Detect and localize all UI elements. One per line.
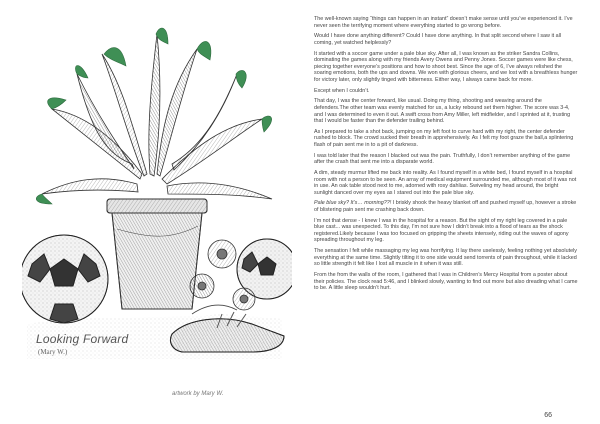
- story-paragraph: I was told later that the reason I blacked out was the pain. Truthfully, I don’t remember anything of the game after the crash that sent me into a disparate world.: [314, 152, 571, 166]
- story-paragraph: A dim, steady murmur lifted me back into reality. As I found myself in a white bed, I found myself in a hospital room with not a person to be seen. An array of medical equipment surrounded me, although most of it was not in use. An oak table stood next to me, adorned with rosy dahlias. Swiveling my head around, the bright sunlight danced over my eyes as I stared out into the pale blue sky.: [314, 169, 577, 196]
- story-paragraph: That day, I was the center forward, like usual. Doing my thing, shooting and weaving around the defenders.The other team was evenly matched for us, a lucky rebound set them higher. The score was 3-4, and I was determined to even it out. A swift cross from Amy Miller, left midfielder, and I sprinted at it, trusting that I would be faster than the defender trailing behind.: [314, 98, 571, 125]
- story-paragraph: It started with a soccer game under a pale blue sky. After all, I was known as the striker Sandra Collins, dominating the games along with my friends Avery Owens and Penny Jones. Soccer games were like chess, piecing together everyone’s positions and how to shoot best. Since the age of 6, I’ve always relished the soaring emotions, both the ups and downs. We won with glorious cheers, and we lost with a breathless hunger for victory later, only slightly tinged with bitterness. Either way, I always came back for more.: [314, 50, 578, 83]
- story-paragraph-italic-lead: Pale blue sky? It’s… morning??! I briskly shook the heavy blanket off and pushed myself up, however a stroke of blistering pain sent me crashing back down.: [314, 200, 577, 213]
- italic-lead-text: Pale blue sky? It’s… morning??!: [314, 200, 392, 207]
- story-paragraph: From the from the walls of the room, I gathered that I was in Children’s Mercy Hospital from a poster about their policies. The clock read 5:46, and I blinked slowly, wanting to find out more but also dreading what I came to be. A little sleep wouldn’t hurt.: [314, 272, 578, 292]
- artwork-illustration: [22, 14, 292, 374]
- story-paragraph: The well-known saying “things can happen in an instant” doesn’t make sense until you’ve experienced it. I’ve never seen the terrifying moment where everything started to go wrong before.: [314, 16, 573, 29]
- right-page: [314, 16, 578, 419]
- soccer-ball: [22, 235, 108, 323]
- story-paragraph: I’m not that dense - I knew I was in the hospital for a reason. But the sight of my right leg covered in a pale blue cast... was unexpected. To this day, I’m not sure how I didn’t break into a flood of tears as the shock registered.Likely because I was too focused on gripping the sheets intensely, riding out the waves of agony spreading throughout my leg.: [314, 217, 569, 244]
- story-paragraph: As I prepared to take a shot back, jumping on my left foot to curve hard with my right, the center defender rushed to block. The crowd sucked their breath in apprehensively. As I felt my foot graze the ball,a splintering flash of pain sent me in to a pit of darkness.: [314, 128, 574, 148]
- story-paragraph: Except when I couldn’t.: [314, 87, 370, 94]
- left-page: [22, 14, 292, 414]
- story-author: (Mary W.): [38, 348, 68, 356]
- plant-leaves: [42, 34, 272, 199]
- story-title: Looking Forward: [36, 332, 129, 346]
- page-number: 66: [544, 412, 552, 419]
- story-paragraph: Would I have done anything different? Could I have done anything. In that split second where I saw it all coming, yet watched helplessly?: [314, 33, 562, 46]
- story-paragraph: The sensation I felt while massaging my leg was horrifying. It lay there uselessly, feeling nothing yet absolutely everything at the same time. Slightly tilting it to one side would send torrents of pain throughout, while it lacked so little strength it felt like I lost all muscle in it when it was still.: [314, 248, 577, 268]
- artwork-credit: artwork by Mary W.: [172, 391, 224, 397]
